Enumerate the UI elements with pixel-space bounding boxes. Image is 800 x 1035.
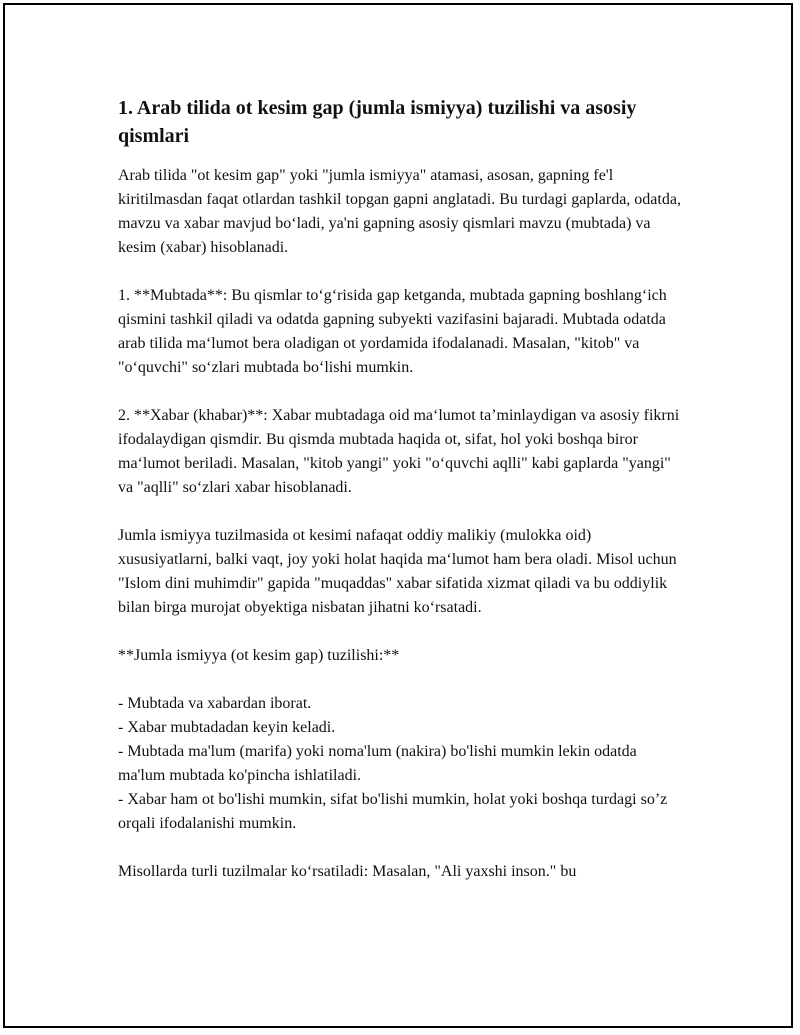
list-item: - Mubtada ma'lum (marifa) yoki noma'lum (nakira) bo'lishi mumkin lekin odatda ma'lum mubtada ko'pincha ishlatiladi. bbox=[118, 743, 637, 784]
document-title: 1. Arab tilida ot kesim gap (jumla ismiyya) tuzilishi va asosiy qismlari bbox=[118, 97, 637, 147]
list-item: - Mubtada va xabardan iborat. bbox=[118, 695, 312, 712]
list-item: - Xabar mubtadadan keyin keladi. bbox=[118, 719, 336, 736]
document-body bbox=[118, 94, 688, 908]
closing-paragraph: Misollarda turli tuzilmalar ko‘rsatiladi: Masalan, "Ali yaxshi inson." bu bbox=[118, 863, 577, 880]
structure-heading: **Jumla ismiyya (ot kesim gap) tuzilishi:** bbox=[118, 647, 400, 664]
structure-paragraph: Jumla ismiyya tuzilmasida ot kesimi nafaqat oddiy malikiy (mulokka oid) xususiyatlarni, balki vaqt, joy yoki holat haqida ma‘lumot ham bera oladi. Misol uchun "Islom dini muhimdir" gapida "muqaddas" xabar sifatida xizmat qiladi va bu oddiylik bilan birga murojat obyektiga nisbatan jihatni ko‘rsatadi. bbox=[118, 527, 677, 616]
list-item: - Xabar ham ot bo'lishi mumkin, sifat bo'lishi mumkin, holat yoki boshqa turdagi so’z orqali ifodalanishi mumkin. bbox=[118, 791, 668, 832]
structure-list bbox=[118, 692, 688, 836]
intro-paragraph: Arab tilida "ot kesim gap" yoki "jumla ismiyya" atamasi, asosan, gapning fe'l kiritilmasdan faqat otlardan tashkil topgan gapni anglatadi. Bu turdagi gaplarda, odatda, mavzu va xabar mavjud bo‘ladi, ya'ni gapning asosiy qismlari mavzu (mubtada) va kesim (xabar) hisoblanadi. bbox=[118, 167, 681, 256]
xabar-paragraph: 2. **Xabar (khabar)**: Xabar mubtadaga oid ma‘lumot ta’minlaydigan va asosiy fikrni ifodalaydigan qismdir. Bu qismda mubtada haqida ot, sifat, hol yoki boshqa biror ma‘lumot beriladi. Masalan, "kitob yangi" yoki "o‘quvchi aqlli" kabi gaplarda "yangi" va "aqlli" so‘zlari xabar hisoblanadi. bbox=[118, 407, 680, 496]
mubtada-paragraph: 1. **Mubtada**: Bu qismlar to‘g‘risida gap ketganda, mubtada gapning boshlang‘ich qismini tashkil qiladi va odatda gapning subyekti vazifasini bajaradi. Mubtada odatda arab tilida ma‘lumot bera oladigan ot yordamida ifodalanadi. Masalan, "kitob" va "o‘quvchi" so‘zlari mubtada bo‘lishi mumkin. bbox=[118, 287, 667, 376]
